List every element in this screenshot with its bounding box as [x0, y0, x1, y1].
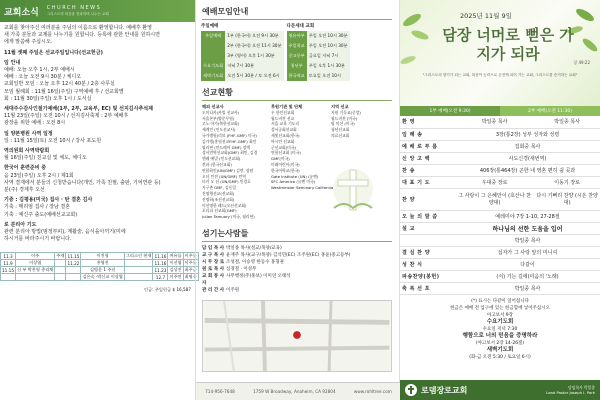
table-row	[201, 51, 284, 61]
list-item: GMF(미국)	[271, 156, 290, 162]
role-label: 교 회 봉 사 자	[202, 274, 225, 286]
offering-note: 인금: 주일헌금 $ 16,587	[144, 287, 191, 293]
order-item-name: 오 늘 의 말 씀	[400, 210, 455, 222]
worship-order-table	[400, 116, 600, 295]
news-line: 교회를 찾아주신 여러분을 주님의 이름으로 환영합니다. 예배후 환영	[4, 25, 152, 31]
list-item: 청년선교회	[331, 127, 350, 133]
table-cell: 홍영진	[81, 260, 124, 267]
table-cell	[55, 274, 66, 281]
table-row	[287, 61, 350, 71]
location-map	[202, 300, 392, 372]
list-item: Gate Institute (UN) (유엔)	[271, 173, 319, 179]
list-item: 월드비전 (미국)	[331, 115, 358, 121]
table-cell: 11.16	[154, 253, 167, 259]
table-cell: 신 부 박찬영 총리채	[17, 267, 54, 273]
sermon-title: 하나님의 선한 도움을 입어	[455, 222, 600, 234]
mission-col-overseas	[202, 104, 272, 220]
order-item-value: 다시 기뻐리 찬양 (시온 찬양대)	[534, 188, 600, 210]
order-item-value: 다같이	[455, 258, 600, 270]
table-cell: 여유를	[169, 253, 182, 259]
news-title: 교회소식	[4, 7, 39, 18]
scripture-reference: 창 49:22	[573, 60, 590, 65]
list-item: 필리핀 (안드레이 GMF) 장벽	[202, 144, 250, 150]
list-item: Julian Tamuory (미국, 필리핀)	[202, 214, 255, 220]
address-text: 1759 W Broadway, Anaheim, CA 92804	[253, 389, 336, 394]
order-item-name: 파송찬양(봉헌)	[400, 270, 455, 282]
role-label: 담 임 목 사	[202, 246, 225, 251]
table-cell: 주재	[56, 253, 65, 259]
schedule-key: 청년부	[287, 61, 307, 71]
order-item-value: 예레미야 7장 1-10, 27-28절	[455, 210, 600, 222]
mission-col-local	[331, 104, 401, 139]
list-item: 연합하인(UN/GMF) 김연, 장원	[202, 167, 254, 173]
table-cell: 11.9	[1, 260, 16, 267]
list-item: 연합선교회 (미국)	[271, 150, 301, 156]
news-heading: 역의원회 사역박람회	[4, 148, 50, 155]
tab-second-service: 2부 예배(오전 11:30)	[500, 106, 600, 116]
order-item-value: 사도신경(새번역)	[455, 152, 600, 164]
schedule-table-right	[287, 31, 350, 81]
table-row	[400, 116, 600, 128]
cross-icon	[326, 164, 380, 214]
list-item: 도미니카(카빌 선교사)	[202, 109, 240, 115]
table-row	[287, 51, 350, 61]
list-item: 성서번역선교회(GMF) 최민, 김경	[202, 150, 258, 156]
table-cell: 김상진	[169, 267, 182, 273]
schedule-key: 새벽기도회	[201, 71, 225, 81]
table-row	[400, 270, 600, 282]
table-row	[400, 222, 600, 234]
servants-list	[196, 245, 399, 294]
news-heading: 일 양본병원 사역 일정	[4, 130, 53, 137]
list-item: 국가병원(리브 (FHF-GMF) 미국)	[202, 132, 257, 138]
schedule-key: 중고등부	[287, 51, 307, 61]
news-heading: 로 분리아 기도	[4, 221, 37, 228]
list-item: 포리피 선교회(GMF)	[202, 208, 237, 214]
news-line: 예배 : 오늘 오전 9시 30분 / 체디오	[4, 74, 82, 81]
table-row	[400, 128, 600, 140]
schedule-value: 금요일 저녁 7시	[307, 51, 350, 61]
list-item	[202, 252, 393, 259]
note-heading: 수요기도회	[486, 318, 514, 325]
list-item: 한국어학교(한국)	[271, 167, 300, 173]
table-cell: 이주를	[184, 253, 197, 259]
table-cell: 이선엽	[169, 260, 182, 266]
preacher-name: 박일종 목사	[455, 234, 600, 246]
news-heading: 기증 : 김평용(미국) 집사 · 탄 결혼 김사	[4, 197, 93, 204]
worship-schedule	[196, 23, 399, 81]
mission-status	[196, 104, 399, 222]
order-item-name: 설 교	[400, 222, 455, 234]
news-line: 회 : 11월 30일(주일) 오후 1시 / 도서실	[4, 95, 92, 102]
order-item-name: 예 배 로 부 름	[400, 140, 455, 152]
list-item: 지원 기독교(중앙)	[331, 109, 361, 115]
news-heading: 11월 셋째 주일은 선교주일입니다(선교헌금)	[4, 49, 103, 56]
church-logo-icon	[405, 384, 417, 396]
table-cell	[124, 260, 153, 267]
news-line: 하시거를 바라주시기 바랍니다.	[4, 236, 72, 243]
list-item: 월드비전 선교	[271, 115, 295, 121]
column-head: 후원기관 및 단체	[271, 104, 303, 109]
order-item-name: 성 찬 식	[400, 258, 455, 270]
order-item-name: 신 앙 고 백	[400, 152, 455, 164]
role-value: 이주원	[226, 288, 240, 293]
list-item: Westminster Seminary California	[271, 185, 334, 191]
list-item: 전파 (한국선교회)	[202, 161, 232, 167]
table-cell	[55, 260, 66, 267]
news-heading: 세대주수감사인절기예배(1부, 2부, 교육부, EC) 및 선지김사추석제	[4, 106, 153, 113]
role-value: 심경철 · 이성무	[226, 267, 257, 272]
table-cell: 11.23	[154, 267, 167, 273]
phone-text: 714-956-7648	[205, 389, 235, 394]
table-row	[400, 258, 600, 270]
table-cell: 최주금	[184, 267, 197, 273]
schedule-key: 영유아부	[287, 31, 307, 41]
note-line: (화-금 오전 5:30 / 토요일 6시)	[469, 354, 531, 360]
order-item-name: 환 영	[400, 116, 455, 128]
table-row	[400, 176, 600, 188]
table-cell	[124, 267, 153, 274]
schedule-key	[201, 41, 225, 51]
table-row	[400, 140, 600, 152]
table-row	[400, 210, 600, 222]
list-item: 세계인 (인도선교사)	[202, 127, 236, 133]
role-value: 윤재주 목사(교구/목양) 김석민(EC) 조주원(EC) 홍윤(중고등부)	[226, 253, 351, 258]
schedule-key	[201, 51, 225, 61]
schedule-value: 토요일 오전 10시	[307, 71, 350, 81]
news-heading: 한국어 훈련준비 중	[4, 165, 47, 172]
list-item: 성서공회선교회	[271, 127, 297, 133]
role-value: 박일종 목사(설교/목양/교육)	[226, 246, 282, 251]
bulletin-date: 2025년 11월 9일	[460, 12, 512, 20]
map-pin-icon	[293, 331, 301, 339]
news-line: 사역 결재에서 분들의 신청받습니다(개인, 가족 친필, 출판, 기억연관 등)	[4, 179, 161, 186]
order-item-value: 우대중 장로	[455, 176, 534, 188]
table-cell	[55, 267, 66, 274]
list-item: 새빛선교회(한국)	[271, 132, 300, 138]
order-item-value: 406장(통464장) 곤한 내 영혼 편히 쉴 곳과	[455, 164, 600, 176]
list-item: 진명행선교(선교회)	[202, 190, 235, 196]
news-line: 11월 23일(주일) 오전 10시 / 선지김사축제 : 2부 예배후	[4, 113, 129, 120]
column-head: 지역 선교	[331, 104, 349, 109]
news-line: 기축 : 메리엄 집사 / 장남 결혼	[4, 204, 71, 211]
order-item-name: 축 복 선 포	[400, 282, 455, 294]
order-item-value: 박일종 목사	[455, 116, 534, 128]
list-item: 터키 오 선 (UN/GMF) 민경호	[202, 179, 251, 185]
tab-first-service: 1부 예배(오전 9:30)	[400, 106, 500, 116]
table-cell: 이주	[16, 253, 55, 260]
table-cell: 11.15	[67, 253, 80, 259]
contact-footer	[196, 382, 401, 400]
role-label: 시 무 장 로	[202, 260, 225, 265]
news-subtitle: 그리스도의 복음을 전파하며 나누는 교회	[46, 12, 109, 16]
news-line: 에게 말씀해 주십시오.	[4, 39, 53, 46]
schedule-key: 한국학교	[287, 71, 307, 81]
order-item-value: 3장(통2장) 성부 성자와 성령	[455, 128, 600, 140]
list-item	[202, 259, 393, 266]
list-item	[202, 273, 393, 287]
schedule-value: 주일 오전 10시 30분	[307, 41, 350, 51]
note-heading: 새벽기도회	[486, 346, 514, 353]
order-item-value: 박일종 목사	[534, 116, 600, 128]
table-row	[201, 41, 284, 51]
church-name: 로뎀장로교회	[421, 385, 468, 395]
news-line: 월 16일(주일) 친교실 및 체도, 체디오	[4, 155, 87, 162]
note-line: (*) 표시는 다같이 일어섭니다	[471, 298, 529, 304]
list-item: 의료선교회	[331, 132, 350, 138]
order-item-value: (서) 기는 길에(미음의 '노래)	[455, 270, 600, 282]
news-line: 일 : 11월 15일(토) 오전 10시 / 강사 포도원	[4, 137, 102, 144]
pastor-korean: 담임목사 박일종	[568, 385, 595, 390]
table-cell: 이진형	[81, 253, 124, 260]
table-row	[400, 152, 600, 164]
order-item-value: 이동기 장로	[534, 176, 600, 188]
news-line: 광장을 위한 예배 : 오전 8시	[4, 120, 66, 127]
pastor-info	[546, 385, 595, 395]
list-item	[202, 266, 393, 273]
role-value: 조성철, 이승영 한동수 홍형권	[226, 260, 284, 265]
table-row	[1, 267, 199, 274]
table-cell	[1, 274, 16, 281]
table-cell	[66, 267, 81, 274]
table-row	[1, 274, 199, 281]
schedule-value: 3부 (영어) 오후 1시 30분	[225, 51, 283, 61]
list-item: 고노 아가(북한선교회)	[202, 121, 240, 127]
note-line: (야고보서 2장 14-26절)	[475, 340, 525, 346]
order-item-value: 박일종 목사	[455, 282, 600, 294]
table-cell: 최명수	[184, 274, 197, 280]
table-cell: 11.15	[2, 267, 14, 273]
order-item-name: 임 례 송	[400, 128, 455, 140]
news-line: 새 가족 분들과 교제를 나누기를 원합니다. 등록에 관한 안내를 원하시면	[4, 32, 160, 39]
table-cell: 11.16	[154, 260, 167, 266]
sermon-series-title: 담장 너머로 뻗은 가지가 되라	[442, 26, 574, 63]
news-line: 기축 : 예신주 출도(예배선교교회)	[4, 211, 78, 218]
news-line: 예배: 오늘 오후 1시, 2부 예배시	[4, 67, 75, 74]
order-item-name: 결 심 찬 양	[400, 246, 455, 258]
table-cell: 12.7	[153, 274, 168, 281]
news-line: 관련 분리아 방법(범정부피), 계활술, 음식을아끼기(미에	[4, 229, 126, 236]
schedule-value: 주일 오전 10시 30분	[307, 31, 350, 41]
order-item-name: 대 표 기 도	[400, 176, 455, 188]
schedule-value: 1부 (한국어) 오전 9시 30분	[225, 31, 283, 41]
role-label: 교 구 목 사	[202, 253, 225, 258]
news-body	[0, 22, 195, 246]
order-item-value: 집회중 목사	[455, 140, 600, 152]
order-item-value: 그 사랑이 그 은혜안이 (호산나 찬양대)	[455, 188, 534, 210]
worship-info-panel	[195, 0, 400, 400]
website-text: www.rohltree.com	[353, 389, 392, 394]
news-line: 분(주) 경제후 오선	[4, 187, 45, 194]
table-row	[287, 31, 350, 41]
list-item: 아시안 선교회	[271, 138, 295, 144]
list-item: 진명하(조선선교회)	[202, 196, 235, 202]
table-row	[201, 61, 284, 71]
role-label: 관 리 간 사	[202, 288, 225, 293]
church-news-panel	[0, 0, 195, 400]
attendance-table	[0, 252, 199, 281]
schedule-value: 오전 5시 30분 / 토 오전 6시	[225, 71, 283, 81]
church-motto: "그리스도의 향기가 되는 교회, 복음이 능력으로 온전케 되어 가는 교회, 그리스도를 증거하는 교회"	[422, 73, 578, 77]
pastor-english: Lead Pastor Joseph I. Park	[546, 390, 595, 395]
news-line: 교회일반 모임 : 오늘 오후 12시 40분 / 2층 사무실	[4, 81, 115, 88]
list-item: 우 한인선교회	[271, 109, 295, 115]
table-row	[287, 71, 350, 81]
table-row	[201, 71, 284, 81]
list-item: 서울본부(양문무원)	[202, 115, 235, 121]
note-line: 수요일 저녁 7:30	[482, 326, 518, 332]
role-label: 원 로 목 사	[202, 267, 225, 272]
role-value: 사무행정(주)홍보) 이미연 오태석	[226, 274, 291, 279]
church-footer	[400, 380, 600, 400]
table-cell	[66, 274, 81, 281]
table-cell: 11.22	[67, 260, 80, 266]
column-head: 해외 선교사	[202, 104, 224, 109]
news-heading: 임 안내	[4, 59, 21, 66]
other-head: 다문세대 교회	[286, 24, 315, 29]
servants-title: 섬기는사람들	[202, 228, 392, 242]
table-cell: 김병운 1 주선	[81, 267, 124, 274]
news-line: 음 23일(주일) 오후 2시 / 제1회	[4, 172, 74, 179]
schedule-key: 주일예배	[201, 31, 225, 41]
news-en-title: CHURCH NEWS	[46, 5, 102, 11]
service-notes	[400, 295, 600, 364]
list-item: 팀 미션 (미국)	[331, 121, 355, 127]
table-row	[287, 41, 350, 51]
table-row	[400, 188, 600, 210]
list-item: 앤레 에밀 (인도선교회)	[202, 156, 241, 162]
table-cell: 이주연	[169, 274, 182, 280]
list-item: 군선교회(미국)	[271, 144, 296, 150]
news-header	[0, 0, 195, 22]
table-row	[201, 31, 284, 41]
list-item: SFC America (유엔 미국)	[271, 179, 316, 185]
table-cell: 11.3	[1, 253, 16, 260]
list-item	[202, 245, 393, 252]
table-row	[400, 282, 600, 294]
table-cell: 이주를	[184, 260, 197, 266]
sermon-hero	[400, 0, 600, 106]
list-item: 미래어린이(미국)	[271, 161, 300, 167]
order-item-name: 찬 송	[400, 164, 455, 176]
list-item: 오더 인전 (UN/GMF) 민역	[202, 173, 246, 179]
table-cell: 김은숙 ·박신교 이상엽	[82, 274, 123, 280]
schedule-value: 2부 (한국어) 오전 11시 30분	[225, 41, 283, 51]
table-row	[1, 253, 199, 260]
table-cell	[16, 274, 55, 281]
schedule-value: 저녁 7시 30분	[225, 61, 283, 71]
table-cell	[124, 274, 153, 281]
service-tabs	[400, 106, 600, 116]
order-item-value: 십자가 그 사랑 앞의 미니셔	[455, 246, 600, 258]
schedule-table-left	[201, 31, 284, 81]
worship-order-panel	[400, 0, 600, 400]
table-row	[400, 234, 600, 246]
table-cell: 그리스인 현재	[125, 253, 152, 259]
note-line: 헌금은 예배 전 입구에 있는 헌금함에 넣어주십시오	[450, 305, 550, 311]
note-heading: 행함으로 너의 믿음을 증명하라	[462, 332, 538, 339]
schedule-value: 주일 오후 1시 30분	[307, 61, 350, 71]
sunday-head: 주일예배	[201, 24, 219, 29]
list-item: 서울 교육 기도리	[271, 121, 300, 127]
table-row	[1, 260, 199, 267]
list-item: 김가병(홍원선교FHF-GMF) 최인	[202, 138, 257, 144]
worship-schedule-title: 예배모임안내	[202, 6, 392, 20]
list-item	[202, 287, 393, 294]
table-row	[400, 164, 600, 176]
order-item-name	[400, 234, 455, 246]
order-item-name: 찬 양	[400, 188, 455, 210]
note-line: 아고보서 9장	[486, 312, 514, 318]
schedule-key: 주일학교	[287, 41, 307, 51]
table-row	[400, 246, 600, 258]
news-line: 모임 월례회 : 11월 16일(주일) 구역예배 후 / 선교회별	[4, 88, 124, 95]
mission-status-title: 선교현황	[202, 87, 392, 101]
list-item: 이선명한 레드(오선선교회)	[202, 202, 247, 208]
schedule-key: 수요기도회	[201, 61, 225, 71]
table-cell: 이상엽	[16, 260, 55, 267]
list-item: 지구촌 GMF, 김동일	[202, 185, 237, 191]
